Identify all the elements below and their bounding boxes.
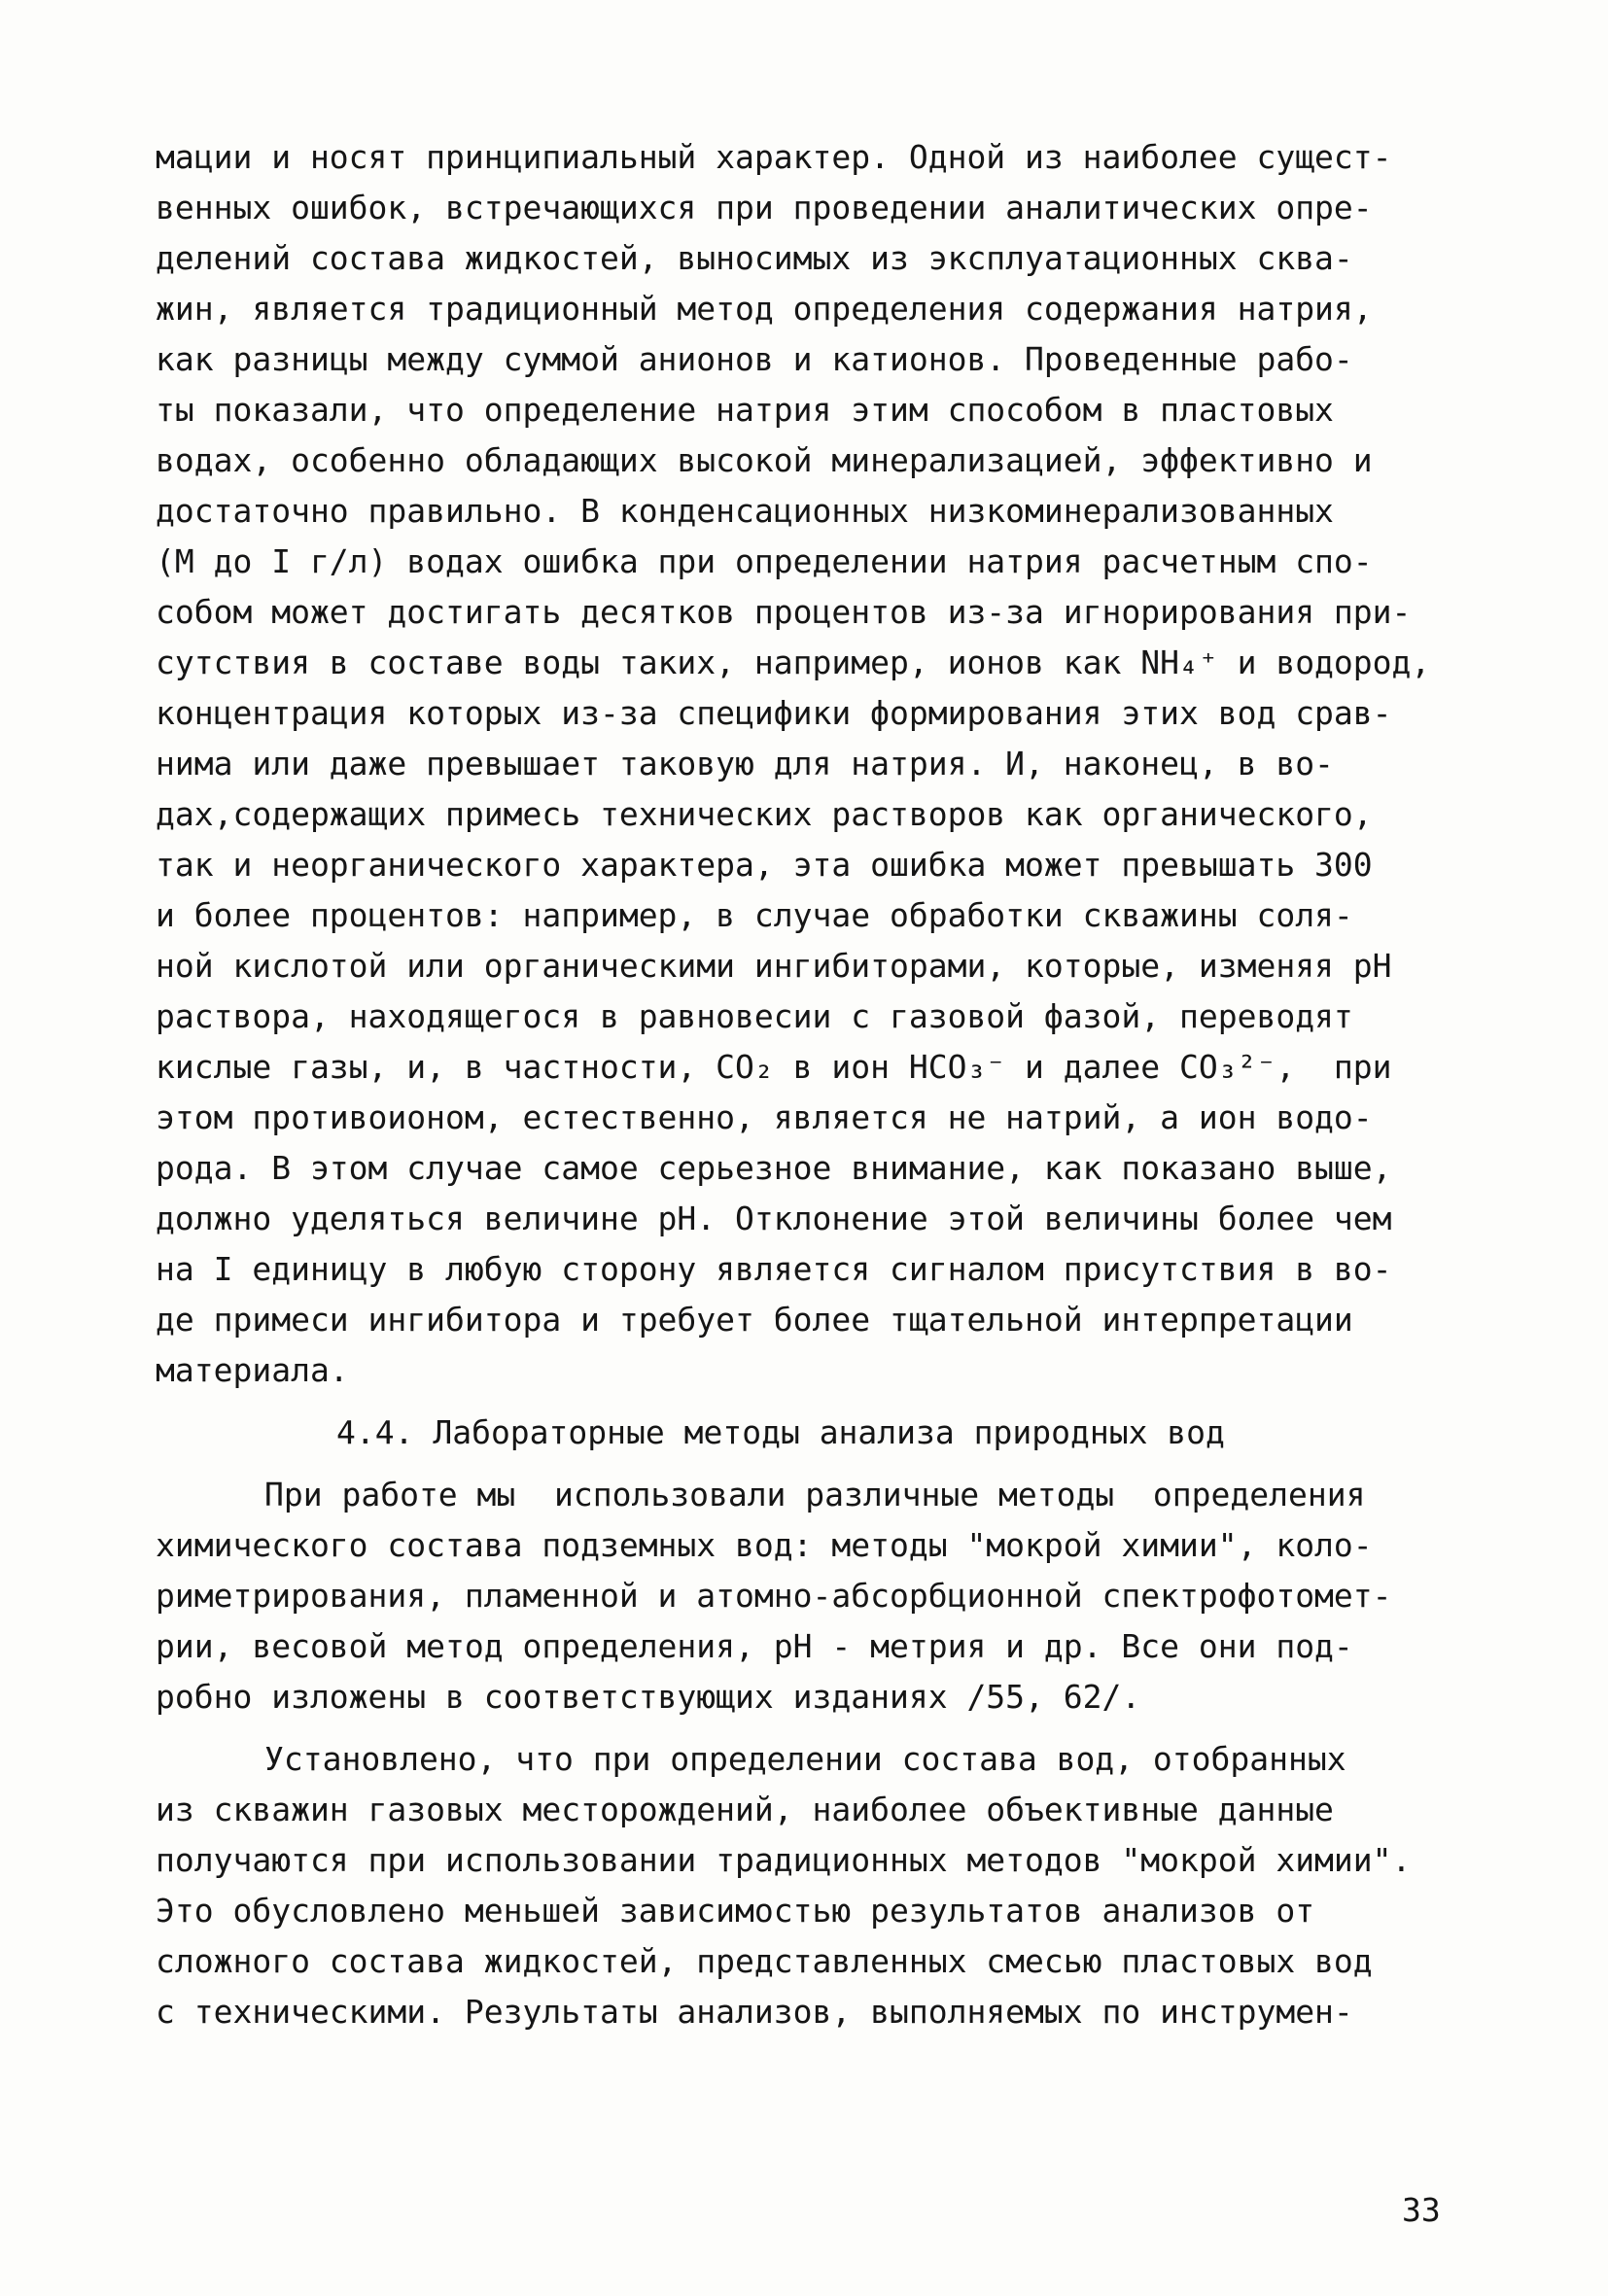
text-line: сложного состава жидкостей, представленных смесью пластовых вод xyxy=(156,1942,1373,1980)
text-line: рода. В этом случае самое серьезное внимание, как показано выше, xyxy=(156,1149,1392,1187)
text-line: должно уделяться величине рН. Отклонение этой величины более чем xyxy=(156,1200,1392,1237)
text-line: Установлено, что при определении состава вод, отобранных xyxy=(264,1740,1346,1778)
page-number: 33 xyxy=(1402,2191,1441,2229)
text-line: сутствия в составе воды таких, например, ионов как NH₄⁺ и водород, xyxy=(156,644,1431,681)
text-line: достаточно правильно. В конденсационных низкоминерализованных xyxy=(156,492,1334,530)
text-line: материала. xyxy=(156,1351,349,1389)
text-line: и более процентов: например, в случае обработки скважины соля- xyxy=(156,896,1353,934)
text-line: собом может достигать десятков процентов из-за игнорирования при- xyxy=(156,593,1412,631)
text-line: (М до I г/л) водах ошибка при определении натрия расчетным спо- xyxy=(156,542,1373,580)
text-line: ной кислотой или органическими ингибиторами, которые, изменяя рН xyxy=(156,947,1392,985)
text-line: венных ошибок, встречающихся при проведении аналитических опре- xyxy=(156,189,1373,226)
text-line: на I единицу в любую сторону является сигналом присутствия в во- xyxy=(156,1250,1392,1288)
text-line: Это обусловлено меньшей зависимостью результатов анализов от xyxy=(156,1892,1315,1930)
text-line: из скважин газовых месторождений, наиболее объективные данные xyxy=(156,1791,1334,1828)
text-line: делений состава жидкостей, выносимых из эксплуатационных сква- xyxy=(156,239,1353,277)
text-line: с техническими. Результаты анализов, выполняемых по инструмен- xyxy=(156,1993,1353,2031)
text-line: концентрация которых из-за специфики формирования этих вод срав- xyxy=(156,694,1392,732)
text-line: получаются при использовании традиционных методов "мокрой химии". xyxy=(156,1841,1412,1879)
text-line: робно изложены в соответствующих изданиях /55, 62/. xyxy=(156,1678,1141,1716)
text-line: риметрирования, пламенной и атомно-абсорбционной спектрофотомет- xyxy=(156,1577,1392,1615)
text-line: де примеси ингибитора и требует более тщательной интерпретации xyxy=(156,1301,1353,1339)
text-line: мации и носят принципиальный характер. Одной из наиболее сущест- xyxy=(156,138,1392,176)
text-line: этом противоионом, естественно, является не натрий, а ион водо- xyxy=(156,1098,1373,1136)
text-line: кислые газы, и, в частности, CO₂ в ион HCO₃⁻ и далее CO₃²⁻, при xyxy=(156,1048,1392,1086)
text-line: химического состава подземных вод: методы "мокрой химии", коло- xyxy=(156,1526,1373,1564)
section-heading: 4.4. Лабораторные методы анализа природных вод xyxy=(336,1413,1225,1451)
text-line: дах,содержащих примесь технических растворов как органического, xyxy=(156,795,1373,833)
text-line: При работе мы использовали различные методы определения xyxy=(264,1476,1366,1513)
text-line: раствора, находящегося в равновесии с газовой фазой, переводят xyxy=(156,997,1353,1035)
text-line: так и неорганического характера, эта ошибка может превышать 300 xyxy=(156,846,1373,884)
text-line: нима или даже превышает таковую для натрия. И, наконец, в во- xyxy=(156,745,1334,783)
text-line: рии, весовой метод определения, рН - метрия и др. Все они под- xyxy=(156,1627,1353,1665)
text-line: жин, является традиционный метод определения содержания натрия, xyxy=(156,290,1373,328)
text-line: как разницы между суммой анионов и катионов. Проведенные рабо- xyxy=(156,340,1353,378)
text-line: ты показали, что определение натрия этим способом в пластовых xyxy=(156,391,1334,429)
text-line: водах, особенно обладающих высокой минерализацией, эффективно и xyxy=(156,441,1373,479)
